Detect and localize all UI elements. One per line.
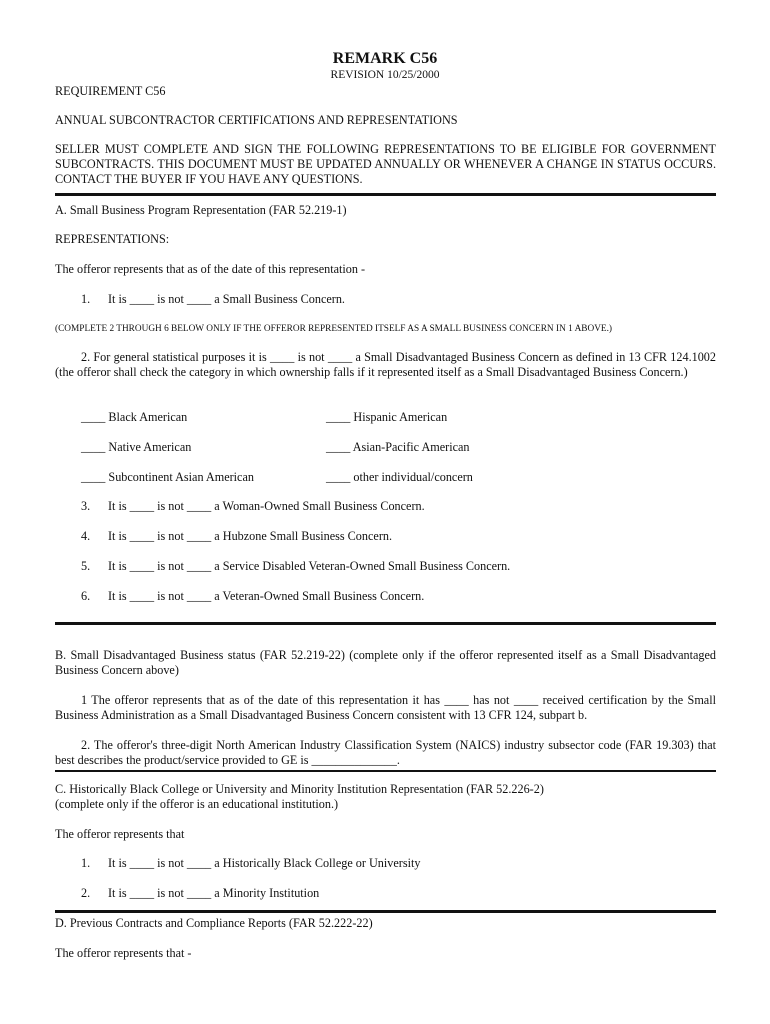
minority-institution-item: It is ____ is not ____ a Minority Institution [108,886,320,900]
section-divider [55,622,716,625]
woman-owned-item: It is ____ is not ____ a Woman-Owned Small Business Concern. [108,499,425,513]
section-a-intro: The offeror represents that as of the date of this representation - [55,262,366,276]
item-number: 1. [81,856,91,870]
section-divider [55,910,716,913]
section-a-heading: A. Small Business Program Representation (FAR 52.219-1) [55,203,347,217]
section-c-heading: C. Historically Black College or University and Minority Institution Representation (FAR 52.226-2) [55,782,544,796]
section-c-subheading: (complete only if the offeror is an educational institution.) [55,797,339,811]
item-number: 3. [81,499,91,513]
category-option: ____ other individual/concern [326,470,473,484]
item-number: 4. [81,529,91,543]
item-number: 2. [81,886,91,900]
section-divider [55,193,716,196]
hubzone-item: It is ____ is not ____ a Hubzone Small Business Concern. [108,529,393,543]
section-b-heading: B. Small Disadvantaged Business status (FAR 52.219-22) (complete only if the offeror represented itself as a Small Disadvantaged Business Concern above) [55,648,716,677]
section-d-heading: D. Previous Contracts and Compliance Reports (FAR 52.222-22) [55,916,373,930]
representations-label: REPRESENTATIONS: [55,232,170,246]
item-number: 5. [81,559,91,573]
section-divider [55,770,716,772]
section-d-intro: The offeror represents that - [55,946,192,960]
disadvantaged-business-item: 2. For general statistical purposes it is ____ is not ____ a Small Disadvantaged Business Concern as defined in 13 CFR 124.1002 (the offeror shall check the category in which ownership falls if it represented itself as a Small Disadvantaged Business Concern.) [55,350,716,379]
revision-date: REVISION 10/25/2000 [330,69,440,81]
document-title: REMARK C56 [332,50,438,67]
hbcu-item: It is ____ is not ____ a Historically Black College or University [108,856,421,870]
category-option: ____ Subcontinent Asian American [81,470,254,484]
instructions-paragraph: SELLER MUST COMPLETE AND SIGN THE FOLLOWING REPRESENTATIONS TO BE ELIGIBLE FOR GOVERNMENT SUBCONTRACTS. THIS DOCUMENT MUST BE UPDATED ANNUALLY OR WHENEVER A CHANGE IN STATUS OCCURS. CONTACT THE BUYER IF YOU HAVE ANY QUESTIONS. [55,142,716,186]
item-number: 1. [81,292,91,306]
category-option: ____ Native American [81,440,192,454]
service-disabled-veteran-item: It is ____ is not ____ a Service Disabled Veteran-Owned Small Business Concern. [108,559,511,573]
section-a-note: (COMPLETE 2 THROUGH 6 BELOW ONLY IF THE OFFEROR REPRESENTED ITSELF AS A SMALL BUSINESS CONCERN IN 1 ABOVE.) [55,324,613,334]
small-business-item: It is ____ is not ____ a Small Business Concern. [108,292,345,306]
document-subtitle: ANNUAL SUBCONTRACTOR CERTIFICATIONS AND REPRESENTATIONS [55,113,458,127]
category-option: ____ Black American [81,410,188,424]
section-c-intro: The offeror represents that [55,827,185,841]
category-option: ____ Hispanic American [326,410,448,424]
item-number: 6. [81,589,91,603]
requirement-label: REQUIREMENT C56 [55,84,166,98]
sba-certification-item: 1 The offeror represents that as of the date of this representation it has ____ has not ____ received certification by the Small Business Administration as a Small Disadvantaged Business Concern consistent with 13 CFR 124, subpart b. [55,693,716,722]
naics-code-item: 2. The offeror's three-digit North American Industry Classification System (NAICS) industry subsector code (FAR 19.303) that best describes the product/service provided to GE is ______________. [55,738,716,767]
veteran-owned-item: It is ____ is not ____ a Veteran-Owned Small Business Concern. [108,589,425,603]
category-option: ____ Asian-Pacific American [326,440,470,454]
